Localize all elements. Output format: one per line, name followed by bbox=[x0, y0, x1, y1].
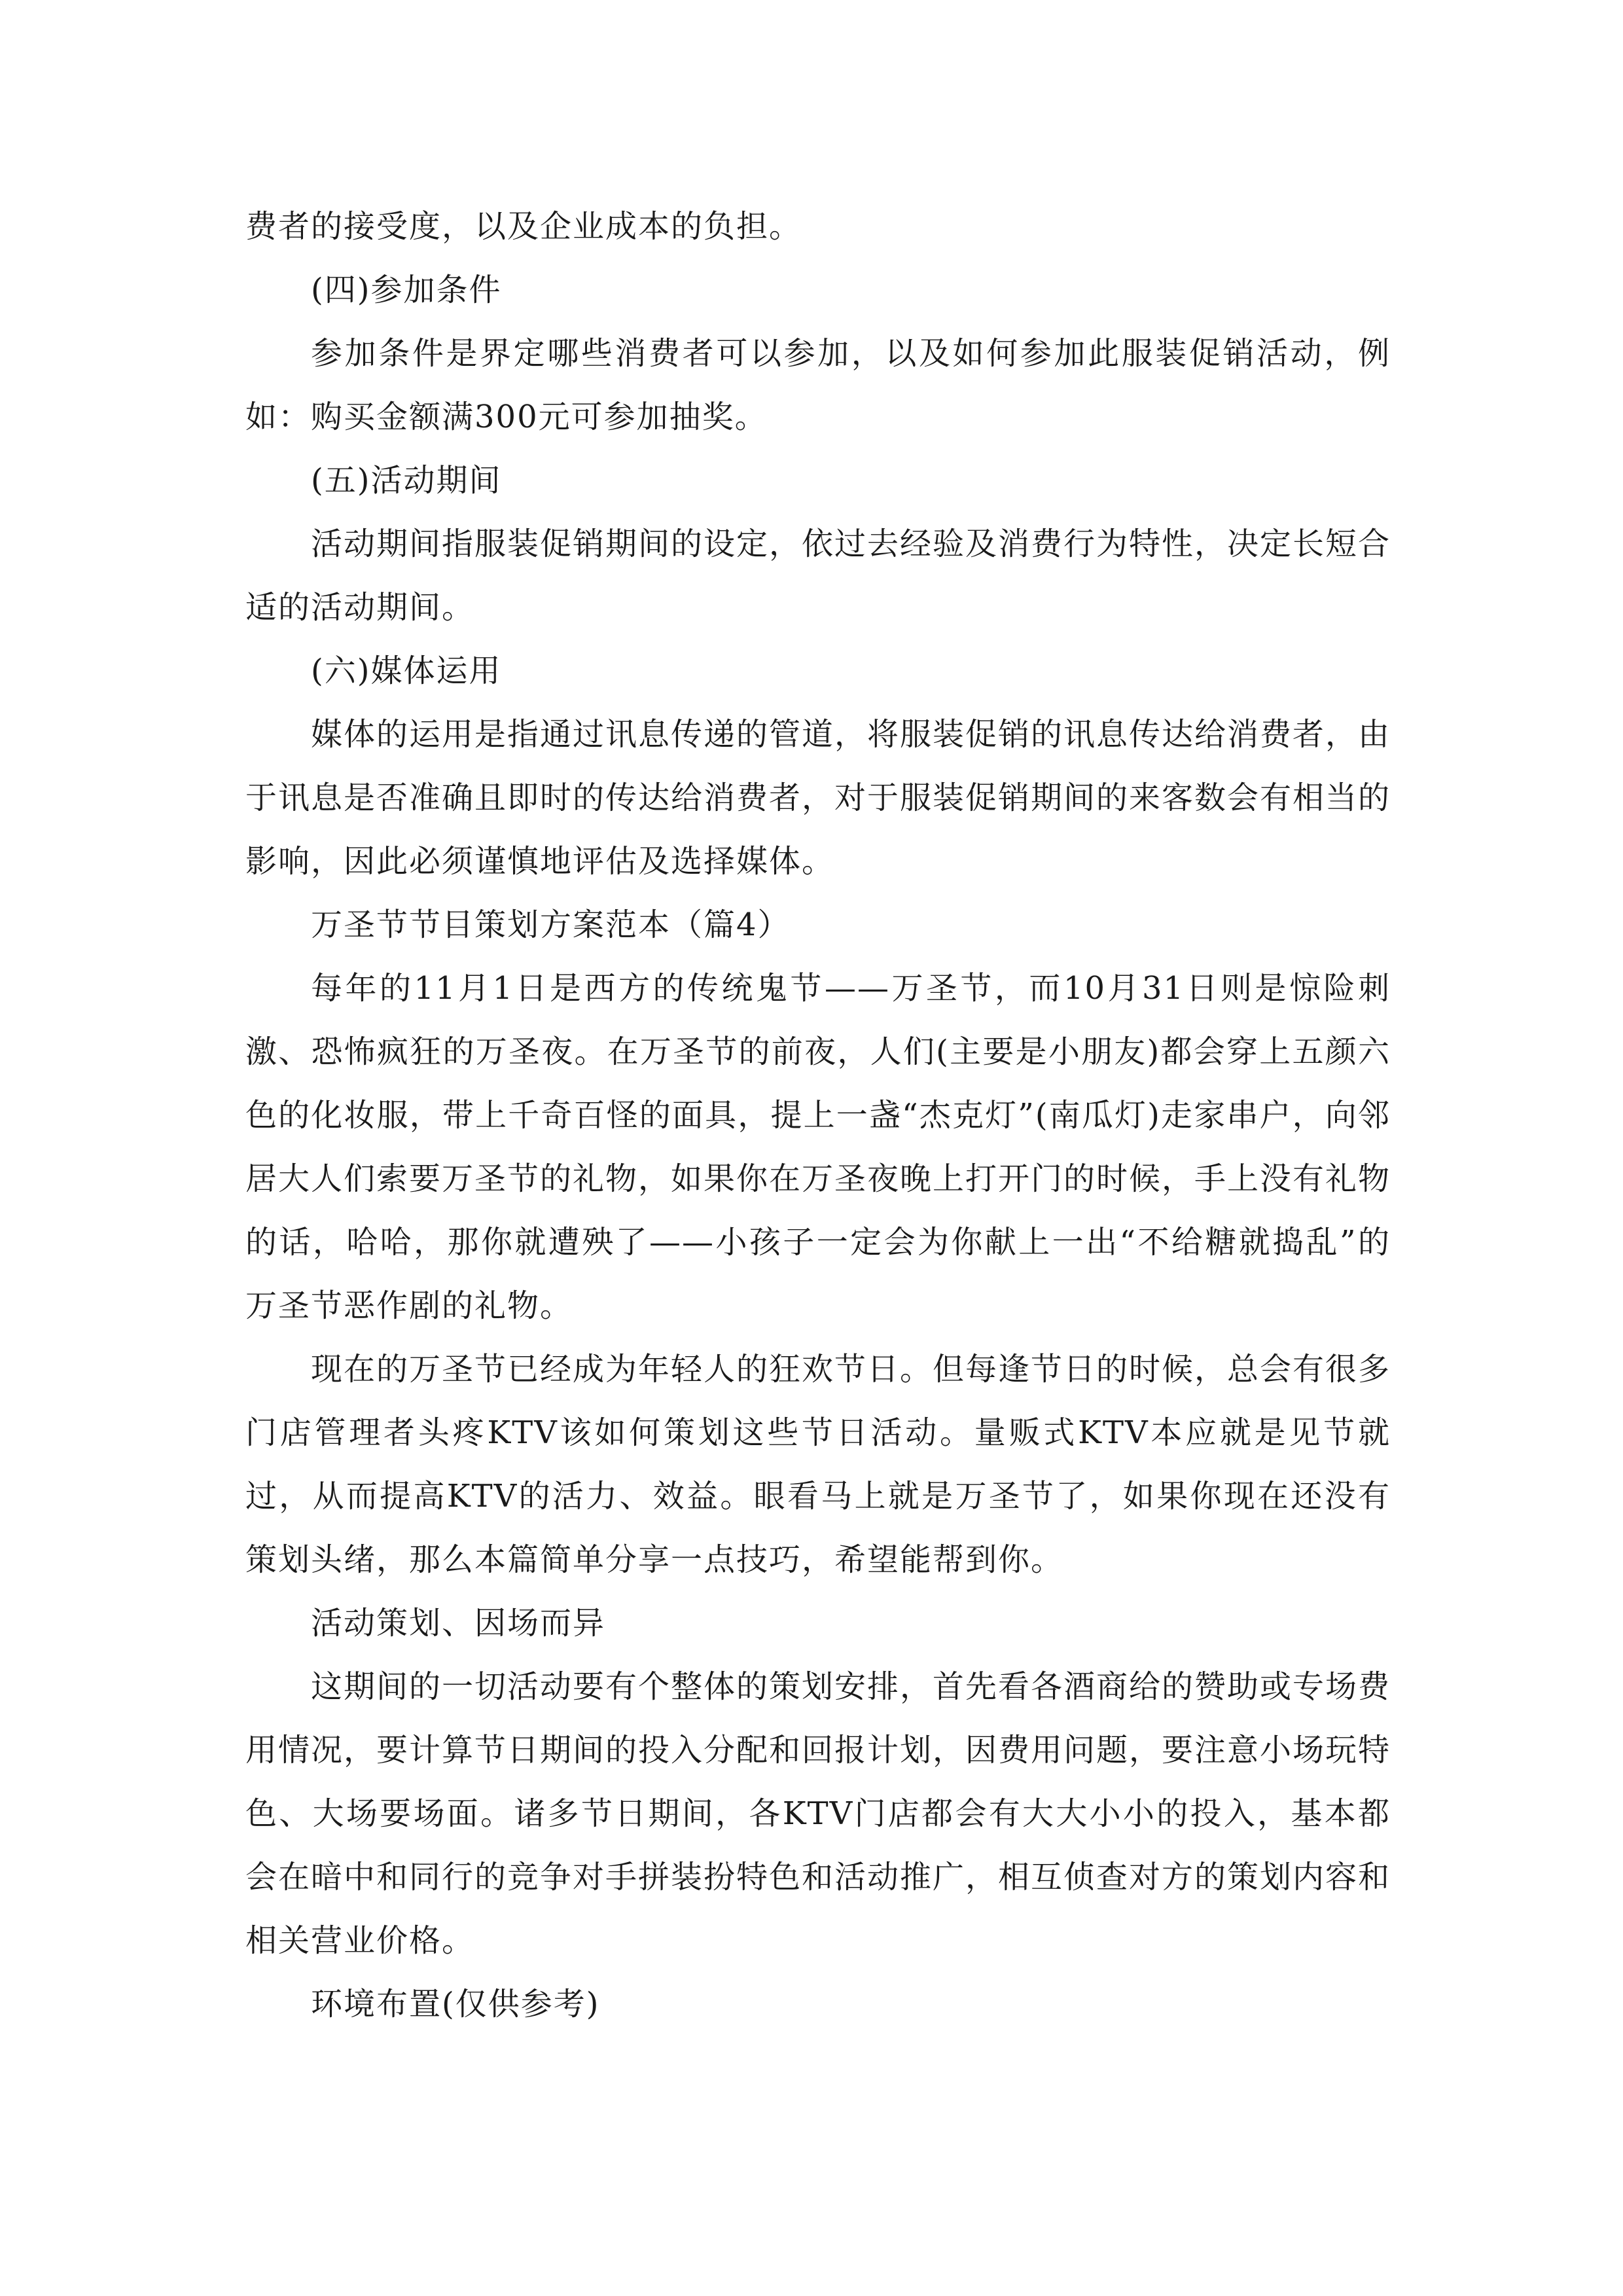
paragraph-period: 活动期间指服装促销期间的设定，依过去经验及消费行为特性，决定长短合适的活动期间。 bbox=[245, 526, 1391, 626]
article-title: 万圣节节目策划方案范本（篇4） bbox=[311, 906, 791, 943]
paragraph-continuation: 费者的接受度，以及企业成本的负担。 bbox=[245, 208, 802, 245]
paragraph-planning: 这期间的一切活动要有个整体的策划安排，首先看各酒商给的赞助或专场费用情况，要计算节日期间的投入分配和回报计划，因费用问题，要注意小场玩特色、大场要场面。诸多节日期间，各KTV门店都会有大大小小的投入，基本都会在暗中和同行的竞争对手拼装扮特色和活动推广，相互侦查对方的策划内容和相关营业价格。 bbox=[245, 1668, 1391, 1959]
section-heading-media: (六)媒体运用 bbox=[311, 653, 502, 689]
paragraph-participation: 参加条件是界定哪些消费者可以参加，以及如何参加此服装促销活动，例如：购买金额满300元可参加抽奖。 bbox=[245, 335, 1391, 435]
paragraph-media: 媒体的运用是指通过讯息传递的管道，将服装促销的讯息传达给消费者，由于讯息是否准确且即时的传达给消费者，对于服装促销期间的来客数会有相当的影响，因此必须谨慎地评估及选择媒体。 bbox=[245, 716, 1391, 880]
section-heading-participation: (四)参加条件 bbox=[311, 272, 502, 308]
document-body bbox=[245, 195, 1391, 2036]
section-heading-planning: 活动策划、因场而异 bbox=[311, 1605, 606, 1641]
paragraph-halloween-intro: 每年的11月1日是西方的传统鬼节——万圣节，而10月31日则是惊险刺激、恐怖疯狂的万圣夜。在万圣节的前夜，人们(主要是小朋友)都会穿上五颜六色的化妆服，带上千奇百怪的面具，提上一盏“杰克灯”(南瓜灯)走家串户，向邻居大人们索要万圣节的礼物，如果你在万圣夜晚上打开门的时候，手上没有礼物的话，哈哈，那你就遭殃了——小孩子一定会为你献上一出“不给糖就捣乱”的万圣节恶作剧的礼物。 bbox=[245, 970, 1391, 1324]
section-heading-environment: 环境布置(仅供参考) bbox=[311, 1986, 600, 2022]
paragraph-ktv: 现在的万圣节已经成为年轻人的狂欢节日。但每逢节日的时候，总会有很多门店管理者头疼KTV该如何策划这些节日活动。量贩式KTV本应就是见节就过，从而提高KTV的活力、效益。眼看马上就是万圣节了，如果你现在还没有策划头绪，那么本篇简单分享一点技巧，希望能帮到你。 bbox=[245, 1351, 1391, 1578]
section-heading-period: (五)活动期间 bbox=[311, 462, 502, 499]
